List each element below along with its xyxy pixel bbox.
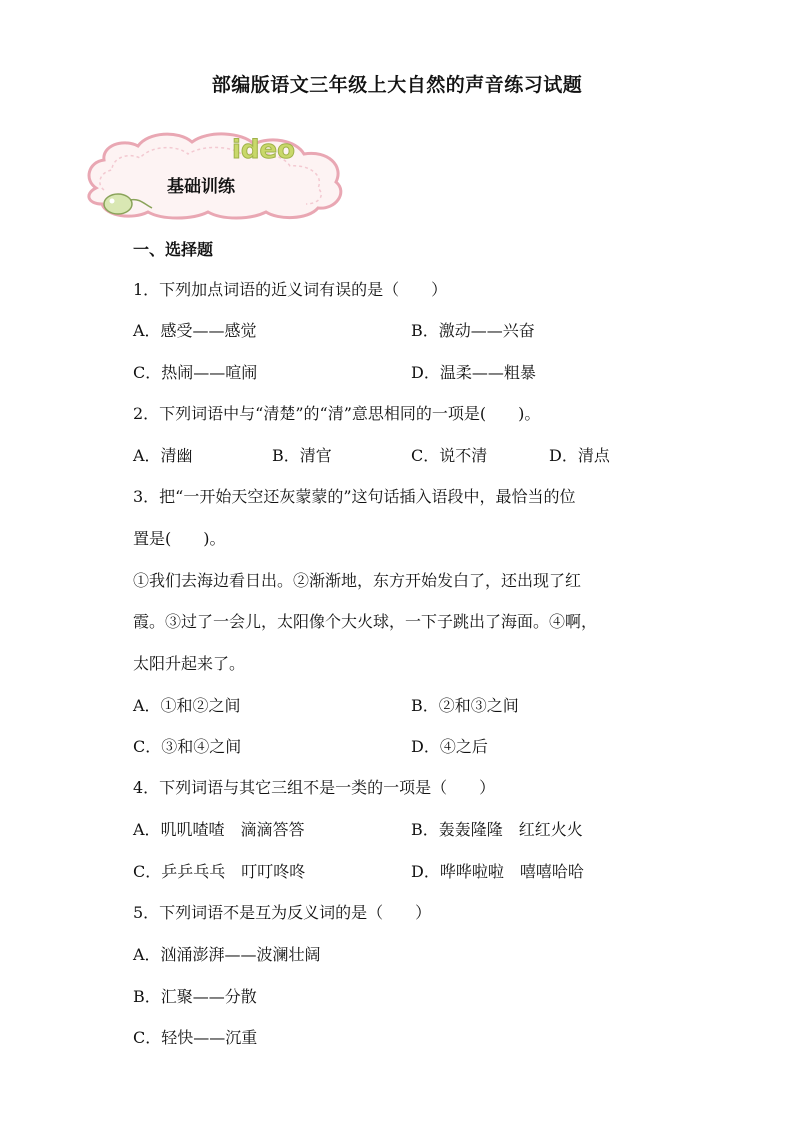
- question-5-stem: 5．下列词语不是互为反义词的是（ ）: [133, 903, 432, 922]
- logo-text: ideo: [232, 135, 296, 165]
- q3-passage-line-3: 太阳升起来了。: [133, 654, 246, 673]
- q5-option-b: B．汇聚——分散: [133, 987, 257, 1006]
- q2-option-c: C．说不清: [411, 446, 488, 465]
- q3-passage-line-1: ①我们去海边看日出。②渐渐地，东方开始发白了，还出现了红: [133, 571, 582, 590]
- q1-option-b: B．激动——兴奋: [411, 321, 535, 340]
- question-4-stem: 4．下列词语与其它三组不是一类的一项是（ ）: [133, 778, 496, 797]
- section-heading: 一、选择题: [133, 240, 214, 259]
- document-title: 部编版语文三年级上大自然的声音练习试题: [211, 74, 583, 96]
- q3-option-c: C．③和④之间: [133, 737, 242, 756]
- question-1-stem: 1．下列加点词语的近义词有误的是（ ）: [133, 280, 448, 299]
- q2-option-a: A．清幽: [133, 446, 193, 465]
- q1-option-c: C．热闹——喧闹: [133, 363, 258, 382]
- q3-option-b: B．②和③之间: [411, 696, 519, 715]
- q2-option-d: D．清点: [549, 446, 610, 465]
- q2-option-b: B．清官: [272, 446, 332, 465]
- q5-option-a: A．汹涌澎湃——波澜壮阔: [133, 945, 321, 964]
- q1-option-d: D．温柔——粗暴: [411, 363, 536, 382]
- q3-passage-line-2: 霞。③过了一会儿，太阳像个大火球，一下子跳出了海面。④啊，: [133, 612, 598, 631]
- banner-label: 基础训练: [167, 177, 235, 197]
- q4-option-d: D．哗哗啦啦 嘻嘻哈哈: [411, 862, 584, 881]
- question-2-stem: 2．下列词语中与“清楚”的“清”意思相同的一项是( )。: [133, 404, 541, 423]
- q1-option-a: A．感受——感觉: [133, 321, 257, 340]
- q4-option-b: B．轰轰隆隆 红红火火: [411, 820, 583, 839]
- q3-option-a: A．①和②之间: [133, 696, 241, 715]
- question-3-stem-line-1: 3．把“一开始天空还灰蒙蒙的”这句话插入语段中，最恰当的位: [133, 487, 576, 506]
- q4-option-a: A．叽叽喳喳 滴滴答答: [133, 820, 305, 839]
- q5-option-c: C．轻快——沉重: [133, 1028, 258, 1047]
- q3-option-d: D．④之后: [411, 737, 488, 756]
- question-3-stem-line-2: 置是( )。: [133, 529, 226, 548]
- q4-option-c: C．乒乒乓乓 叮叮咚咚: [133, 862, 306, 881]
